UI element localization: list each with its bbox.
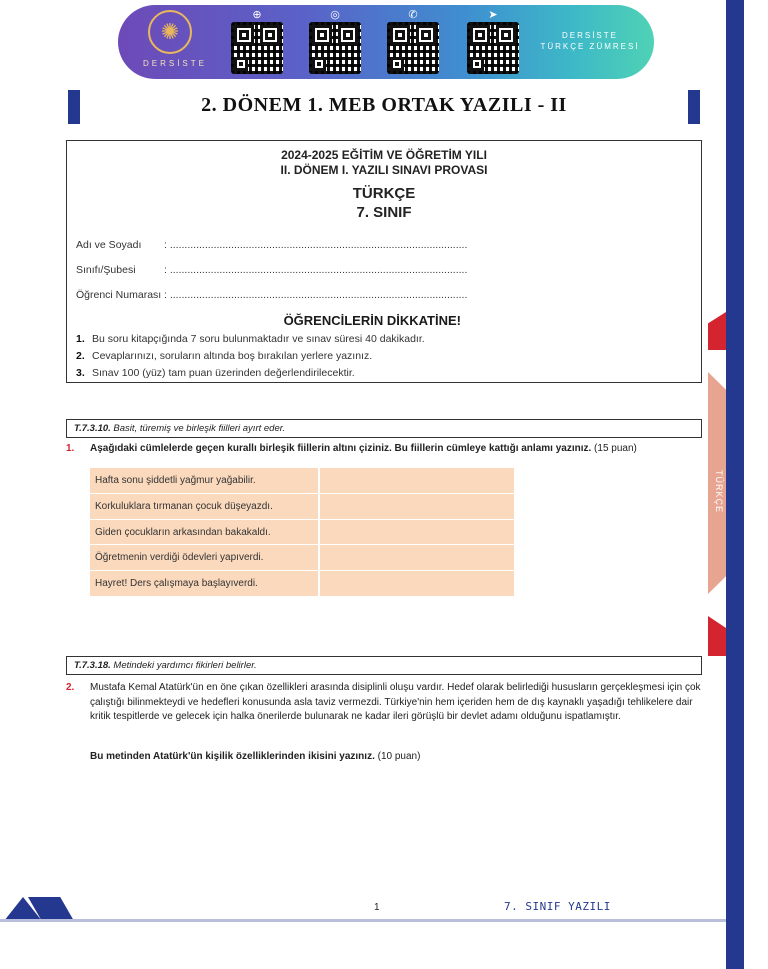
- sentence-cell: Öğretmenin verdiği ödevleri yapıverdi.: [90, 545, 318, 570]
- field-label: Sınıfı/Şubesi: [76, 264, 136, 276]
- footer-title: 7. SINIF YAZILI: [504, 900, 611, 913]
- answer-cell[interactable]: [320, 545, 514, 570]
- field-blank: : ......................................................................................................: [164, 264, 468, 276]
- qr-code: [231, 22, 283, 74]
- name-field[interactable]: [76, 239, 467, 251]
- table-row: [90, 545, 514, 570]
- exam-year: 2024-2025 EĞİTİM VE ÖĞRETİM YILI: [281, 148, 487, 162]
- sentence-cell: Giden çocukların arkasından bakakaldı.: [90, 520, 318, 545]
- qr-code: [309, 22, 361, 74]
- question-2-prompt: [66, 750, 702, 765]
- answer-cell[interactable]: [320, 520, 514, 545]
- qr-code: [387, 22, 439, 74]
- telegram-icon: ➤: [488, 9, 498, 21]
- rule-item: 1. Bu soru kitapçığında 7 soru bulunmaktadır ve sınav süresi 40 dakikadır.: [76, 333, 425, 345]
- side-tab-red-top: [708, 312, 726, 350]
- objective-box: T.7.3.10. Basit, türemiş ve birleşik fiilleri ayırt eder.: [66, 419, 702, 438]
- brand-name: DERSİSTE: [142, 59, 207, 68]
- globe-icon: ⊕: [252, 9, 262, 21]
- warning-title: ÖĞRENCİLERİN DİKKATİNE!: [283, 313, 461, 328]
- qr-whatsapp[interactable]: [386, 8, 440, 74]
- qr-telegram[interactable]: [466, 8, 520, 74]
- heading-mark-right: [688, 90, 700, 124]
- sentence-cell: Hafta sonu şiddetli yağmur yağabilir.: [90, 468, 318, 493]
- question-passage: Mustafa Kemal Atatürk'ün en öne çıkan özellikleri arasında disiplinli oluşu vardır. Hedef olarak belirlediği hususların gerçekleşmesi için çok çalıştığı bilinmekteydi ve hedefleri konusunda asla taviz vermezdi. Türkiye'nin hem içeriden hem de dış kaynaklı yaşadığı tehlikelere dair kritik tespitlerde ve gelecek için halka önerilerde bulunarak ne kadar ileri görüşlü bir devlet adamı olduğunu ispatlamıştır.: [90, 682, 701, 722]
- brain-logo-icon: ✺: [148, 10, 192, 54]
- table-row: [90, 520, 514, 545]
- field-label: Öğrenci Numarası: [76, 289, 162, 301]
- footer-line: [0, 919, 726, 922]
- rule-item: 3. Sınav 100 (yüz) tam puan üzerinden değerlendirilecektir.: [76, 367, 355, 379]
- table-row: [90, 494, 514, 519]
- question-points: (15 puan): [591, 443, 637, 454]
- class-field[interactable]: [76, 264, 467, 276]
- question-number: 2.: [66, 682, 75, 693]
- answer-cell[interactable]: [320, 571, 514, 596]
- tagline-line-1: DERSİSTE: [561, 31, 618, 40]
- instagram-icon: ◎: [330, 9, 340, 21]
- field-blank: : ......................................................................................................: [164, 289, 468, 301]
- whatsapp-icon: ✆: [408, 9, 418, 21]
- qr-instagram[interactable]: [308, 8, 362, 74]
- exam-grade: 7. SINIF: [356, 204, 412, 221]
- tagline-line-2: TÜRKÇE ZÜMRESİ: [540, 42, 640, 51]
- heading-mark-left: [68, 90, 80, 124]
- exam-name: II. DÖNEM I. YAZILI SINAVI PROVASI: [280, 163, 488, 177]
- question-1: [66, 442, 702, 457]
- side-bar: [726, 0, 744, 969]
- sentence-cell: Korkuluklara tırmanan çocuk düşeyazdı.: [90, 494, 318, 519]
- table-row: [90, 468, 514, 493]
- exam-subject: TÜRKÇE: [352, 185, 416, 202]
- field-blank: : ......................................................................................................: [164, 239, 468, 251]
- qr-website[interactable]: [230, 8, 284, 74]
- side-tab-label: TÜRKÇE: [714, 470, 724, 514]
- student-number-field[interactable]: [76, 289, 467, 301]
- field-label: Adı ve Soyadı: [76, 239, 142, 251]
- sentence-cell: Hayret! Ders çalışmaya başlayıverdi.: [90, 571, 318, 596]
- answer-cell[interactable]: [320, 494, 514, 519]
- exam-info-box: [66, 140, 702, 383]
- page-number: 1: [374, 902, 380, 913]
- question-text: Bu metinden Atatürk'ün kişilik özelliklerinden ikisini yazınız.: [90, 751, 375, 762]
- question-number: 1.: [66, 443, 75, 454]
- question-text: Aşağıdaki cümlelerde geçen kurallı birleşik fiillerin altını çiziniz. Bu fiillerin cümleye kattığı anlamı yazınız.: [90, 443, 592, 454]
- table-row: [90, 571, 514, 596]
- qr-code: [467, 22, 519, 74]
- answer-table: [90, 468, 514, 597]
- question-2: [66, 681, 702, 725]
- answer-cell[interactable]: [320, 468, 514, 493]
- banner-tagline: [530, 30, 650, 52]
- rule-item: 2. Cevaplarınızı, soruların altında boş bırakılan yerlere yazınız.: [76, 350, 373, 362]
- side-tab-red-bottom: [708, 616, 726, 656]
- page-title: 2. DÖNEM 1. MEB ORTAK YAZILI - II: [201, 94, 567, 116]
- objective-box: T.7.3.18. Metindeki yardımcı fikirleri belirler.: [66, 656, 702, 675]
- question-points: (10 puan): [374, 751, 421, 762]
